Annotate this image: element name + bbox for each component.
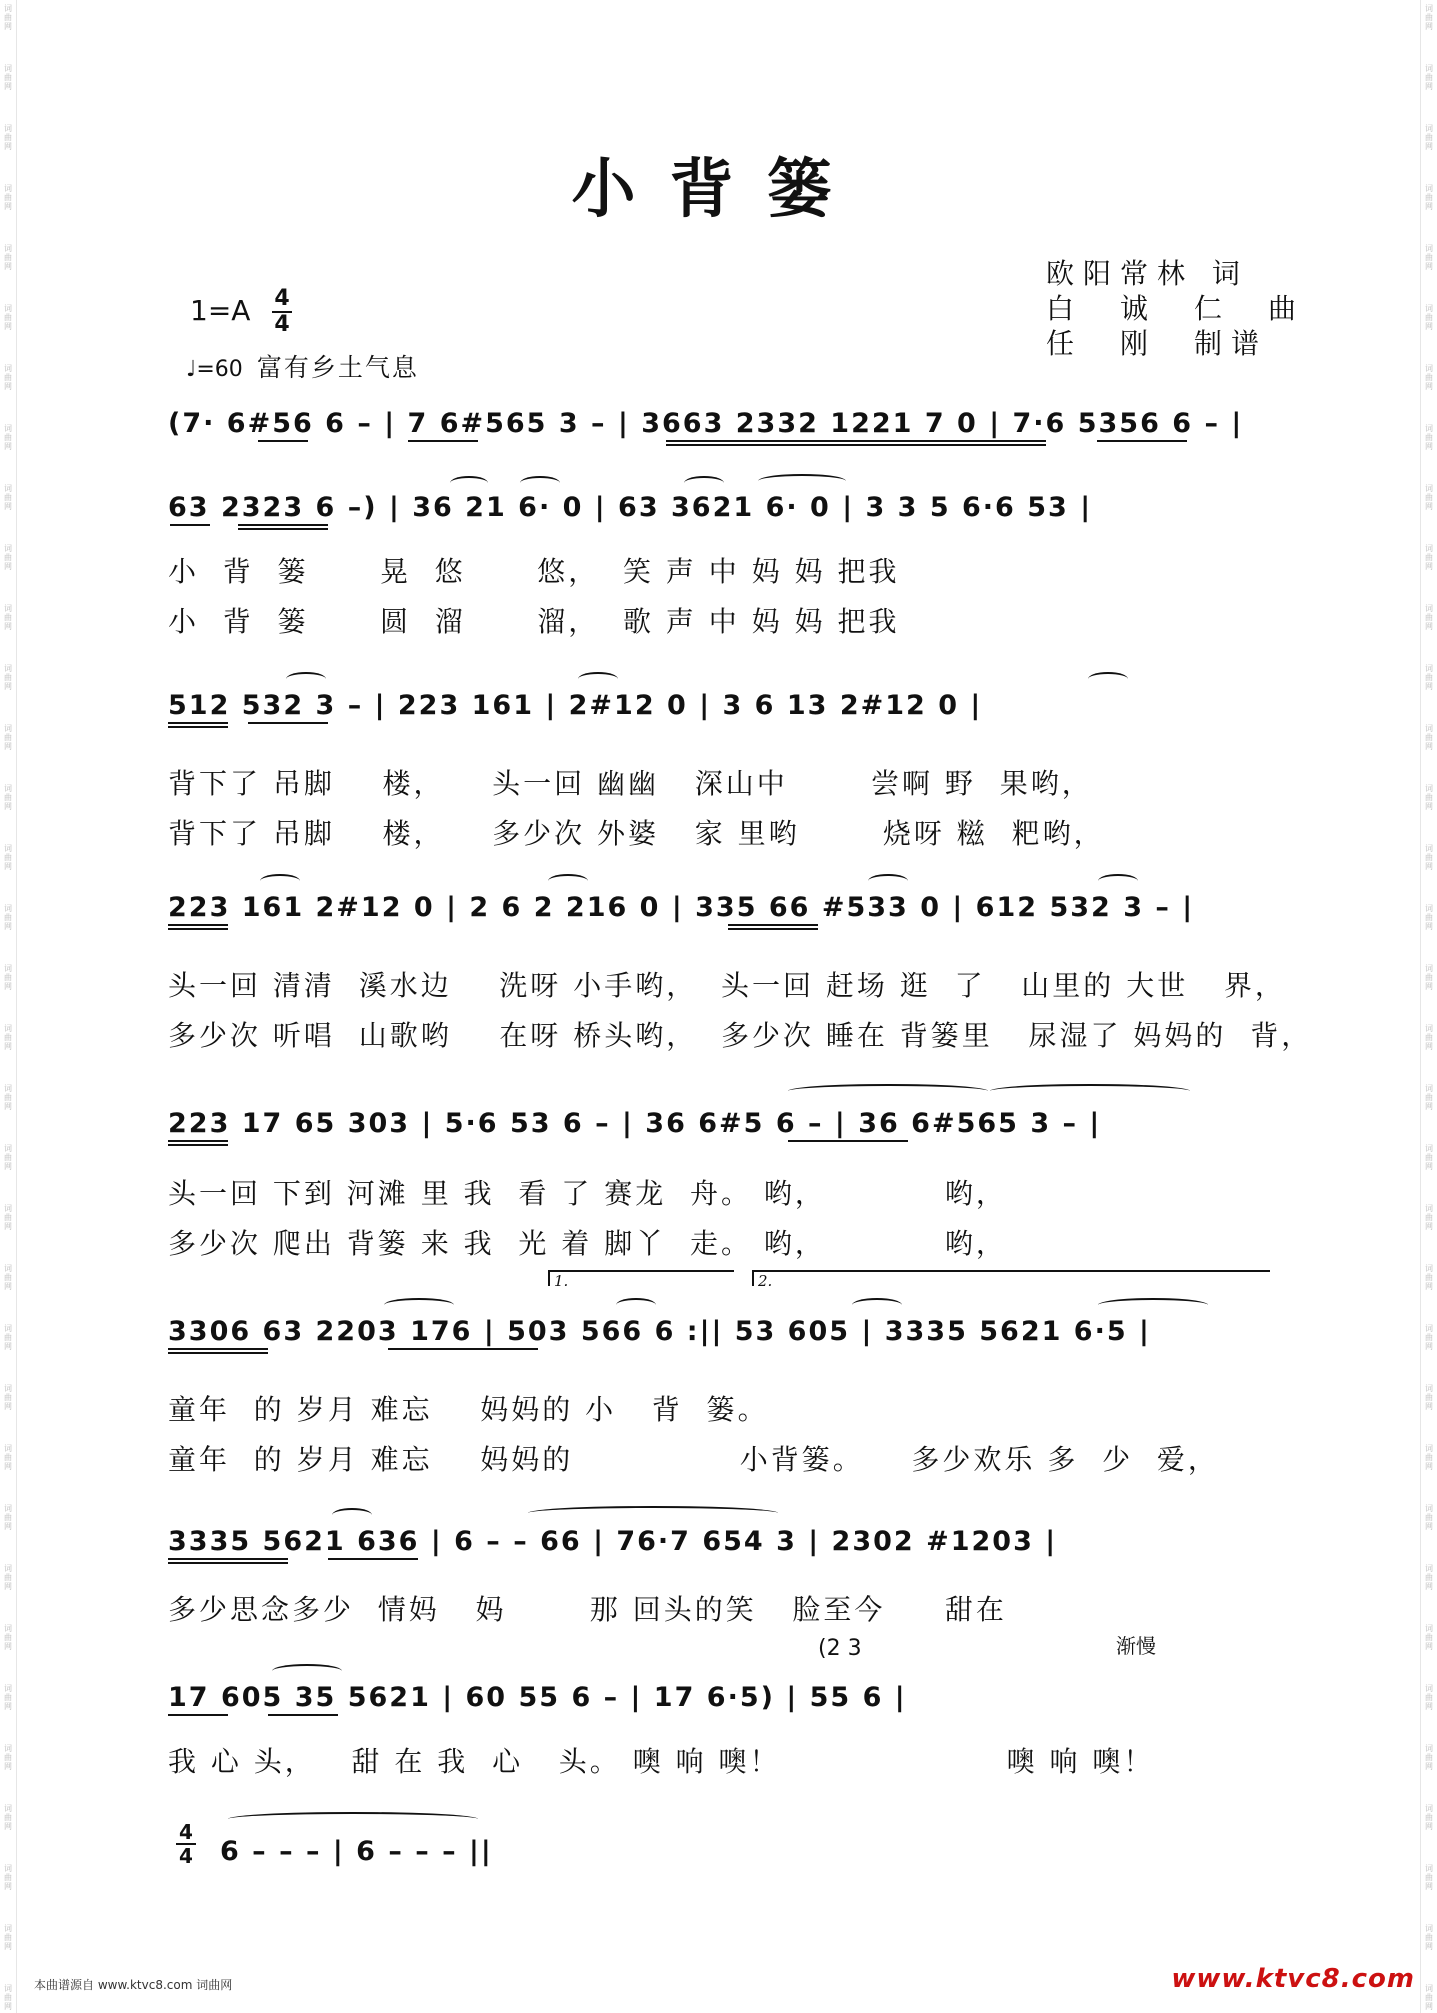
credits	[1046, 256, 1305, 361]
watermark-mark: 词 曲 网	[1425, 364, 1433, 391]
watermark-mark: 词 曲 网	[1425, 664, 1433, 691]
watermark-mark: 词 曲 网	[1425, 1084, 1433, 1111]
watermark-mark: 词 曲 网	[4, 1624, 12, 1651]
watermark-mark: 词 曲 网	[4, 1324, 12, 1351]
watermark-mark: 词 曲 网	[1425, 1864, 1433, 1891]
watermark-mark: 词 曲 网	[1425, 1324, 1433, 1351]
watermark-mark: 词 曲 网	[4, 844, 12, 871]
watermark-mark: 词 曲 网	[1425, 1264, 1433, 1291]
watermark-mark: 词 曲 网	[1425, 1384, 1433, 1411]
watermark-mark: 词 曲 网	[4, 1984, 12, 2011]
watermark-mark: 词 曲 网	[4, 1684, 12, 1711]
watermark-mark: 词 曲 网	[4, 1084, 12, 1111]
parenthetical-notes: (2 3	[818, 1636, 862, 1661]
watermark-mark: 词 曲 网	[4, 604, 12, 631]
lyric-row-7: 多少思念多少 情妈 妈 那 回头的笑 脸至今 甜在	[168, 1593, 1007, 1626]
watermark-mark: 词 曲 网	[4, 1564, 12, 1591]
key-signature	[190, 294, 250, 327]
lyric-row-4-verse-2: 多少次 听唱 山歌哟 在呀 桥头哟， 多少次 睡在 背篓里 尿湿了 妈妈的 背，	[168, 1019, 1313, 1052]
tempo-expression: 富有乡土气息	[256, 353, 419, 382]
watermark-mark: 词 曲 网	[1425, 844, 1433, 871]
watermark-mark: 词 曲 网	[1425, 4, 1433, 31]
lyric-row-2-verse-1: 小 背 篓 晃 悠 悠， 笑 声 中 妈 妈 把我	[168, 555, 900, 588]
lyric-row-3-verse-2: 背下了 吊脚 楼， 多少次 外婆 家 里哟 烧呀 糍 粑哟，	[168, 817, 1105, 850]
watermark-mark: 词 曲 网	[1425, 1684, 1433, 1711]
volta-second-ending: 2.	[752, 1270, 1270, 1286]
watermark-mark: 词 曲 网	[4, 184, 12, 211]
watermark-mark: 词 曲 网	[1425, 244, 1433, 271]
watermark-mark: 词 曲 网	[4, 364, 12, 391]
watermark-mark: 词 曲 网	[1425, 904, 1433, 931]
watermark-mark: 词 曲 网	[4, 1804, 12, 1831]
lyric-row-6-verse-1: 童年 的 岁月 难忘 妈妈的 小 背 篓。	[168, 1393, 769, 1426]
watermark-mark: 词 曲 网	[1425, 1984, 1433, 2011]
watermark-mark: 词 曲 网	[4, 544, 12, 571]
credit-composer: 白 诚 仁 曲	[1046, 292, 1306, 325]
watermark-mark: 词 曲 网	[4, 304, 12, 331]
watermark-mark: 词 曲 网	[4, 664, 12, 691]
watermark-mark: 词 曲 网	[1425, 424, 1433, 451]
tempo-marking	[186, 348, 419, 384]
notes-row-6: 3306 63 2203 176 | 503 566 6 :|| 53 605 | 3335 5621 6·5 |	[168, 1315, 1151, 1347]
time-signature-final: 4 4	[176, 1822, 196, 1866]
watermark-mark: 词 曲 网	[1425, 484, 1433, 511]
notes-row-5: 223 17 65 303 | 5·6 53 6 – | 36 6#5 6 – | 36 6#565 3 – |	[168, 1107, 1102, 1139]
watermark-mark: 词 曲 网	[4, 964, 12, 991]
watermark-mark: 词 曲 网	[1425, 1744, 1433, 1771]
page-title: 小背篓	[571, 152, 866, 227]
watermark-mark: 词 曲 网	[4, 1744, 12, 1771]
lyric-row-5-verse-1: 头一回 下到 河滩 里 我 看 了 赛龙 舟。 哟， 哟，	[168, 1177, 1007, 1210]
watermark-mark: 词 曲 网	[1425, 184, 1433, 211]
watermark-mark: 词 曲 网	[4, 1864, 12, 1891]
left-watermark-strip	[0, 0, 17, 2013]
watermark-mark: 词 曲 网	[1425, 124, 1433, 151]
watermark-mark: 词 曲 网	[1425, 1924, 1433, 1951]
notes-row-8: 17 605 35 5621 | 60 55 6 – | 17 6·5) | 55 6 |	[168, 1681, 907, 1713]
notes-row-9: 6 – – – | 6 – – – ||	[220, 1835, 493, 1867]
watermark-mark: 词 曲 网	[4, 1384, 12, 1411]
watermark-mark: 词 曲 网	[4, 784, 12, 811]
lyric-row-6-verse-2: 童年 的 岁月 难忘 妈妈的 小背篓。 多少欢乐 多 少 爱，	[168, 1443, 1219, 1476]
right-watermark-strip	[1420, 0, 1437, 2013]
watermark-mark: 词 曲 网	[1425, 544, 1433, 571]
watermark-mark: 词 曲 网	[1425, 1144, 1433, 1171]
watermark-mark: 词 曲 网	[1425, 1204, 1433, 1231]
watermark-mark: 词 曲 网	[1425, 724, 1433, 751]
footer-source: 本曲谱源自 www.ktvc8.com 词曲网	[34, 1978, 233, 1992]
ritardando-mark: 渐慢	[1116, 1634, 1156, 1658]
watermark-mark: 词 曲 网	[1425, 784, 1433, 811]
watermark-mark: 词 曲 网	[4, 1504, 12, 1531]
watermark-mark: 词 曲 网	[1425, 1624, 1433, 1651]
watermark-mark: 词 曲 网	[4, 1144, 12, 1171]
lyric-row-8: 我 心 头， 甜 在 我 心 头。 噢 响 噢！ 噢 响 噢！	[168, 1745, 1155, 1778]
tempo-value: ♩=60	[186, 357, 243, 382]
lyric-row-2-verse-2: 小 背 篓 圆 溜 溜， 歌 声 中 妈 妈 把我	[168, 605, 900, 638]
watermark-mark: 词 曲 网	[1425, 1444, 1433, 1471]
watermark-mark: 词 曲 网	[1425, 64, 1433, 91]
credit-arranger: 任 刚 制谱	[1046, 327, 1269, 360]
watermark-mark: 词 曲 网	[4, 124, 12, 151]
footer-site-logo[interactable]: www.ktvc8.com	[1171, 1964, 1415, 1994]
watermark-mark: 词 曲 网	[1425, 1024, 1433, 1051]
notes-row-2: 63 2323 6 –) | 36 21 6· 0 | 63 3621 6· 0 | 3 3 5 6·6 53 |	[168, 491, 1093, 523]
lyric-row-5-verse-2: 多少次 爬出 背篓 来 我 光 着 脚丫 走。 哟， 哟，	[168, 1227, 1007, 1260]
watermark-mark: 词 曲 网	[1425, 304, 1433, 331]
watermark-mark: 词 曲 网	[4, 1444, 12, 1471]
watermark-mark: 词 曲 网	[4, 4, 12, 31]
key-label: 1=A	[190, 294, 251, 327]
notes-row-3: 512 532 3 – | 223 161 | 2#12 0 | 3 6 13 2#12 0 |	[168, 689, 983, 721]
time-signature: 4 4	[272, 288, 292, 336]
watermark-mark: 词 曲 网	[4, 1264, 12, 1291]
notes-row-7: 3335 5621 636 | 6 – – 66 | 76·7 654 3 | 2302 #1203 |	[168, 1525, 1058, 1557]
watermark-mark: 词 曲 网	[4, 244, 12, 271]
watermark-mark: 词 曲 网	[1425, 1564, 1433, 1591]
watermark-mark: 词 曲 网	[4, 904, 12, 931]
watermark-mark: 词 曲 网	[4, 424, 12, 451]
watermark-mark: 词 曲 网	[4, 724, 12, 751]
watermark-mark: 词 曲 网	[4, 1924, 12, 1951]
lyric-row-3-verse-1: 背下了 吊脚 楼， 头一回 幽幽 深山中 尝啊 野 果哟，	[168, 767, 1093, 800]
watermark-mark: 词 曲 网	[1425, 1504, 1433, 1531]
watermark-mark: 词 曲 网	[4, 64, 12, 91]
watermark-mark: 词 曲 网	[1425, 1804, 1433, 1831]
volta-first-ending: 1.	[548, 1270, 734, 1286]
watermark-mark: 词 曲 网	[4, 1024, 12, 1051]
credit-lyricist: 欧阳常林 词	[1046, 257, 1249, 290]
watermark-mark: 词 曲 网	[4, 484, 12, 511]
lyric-row-4-verse-1: 头一回 清清 溪水边 洗呀 小手哟， 头一回 赶场 逛 了 山里的 大世 界，	[168, 969, 1286, 1002]
notes-row-1: (7· 6#56 6 – | 7 6#565 3 – | 3663 2332 1221 7 0 | 7·6 5356 6 – |	[168, 407, 1244, 439]
notes-row-4: 223 161 2#12 0 | 2 6 2 216 0 | 335 66 #533 0 | 612 532 3 – |	[168, 891, 1195, 923]
watermark-mark: 词 曲 网	[1425, 964, 1433, 991]
watermark-mark: 词 曲 网	[1425, 604, 1433, 631]
watermark-mark: 词 曲 网	[4, 1204, 12, 1231]
